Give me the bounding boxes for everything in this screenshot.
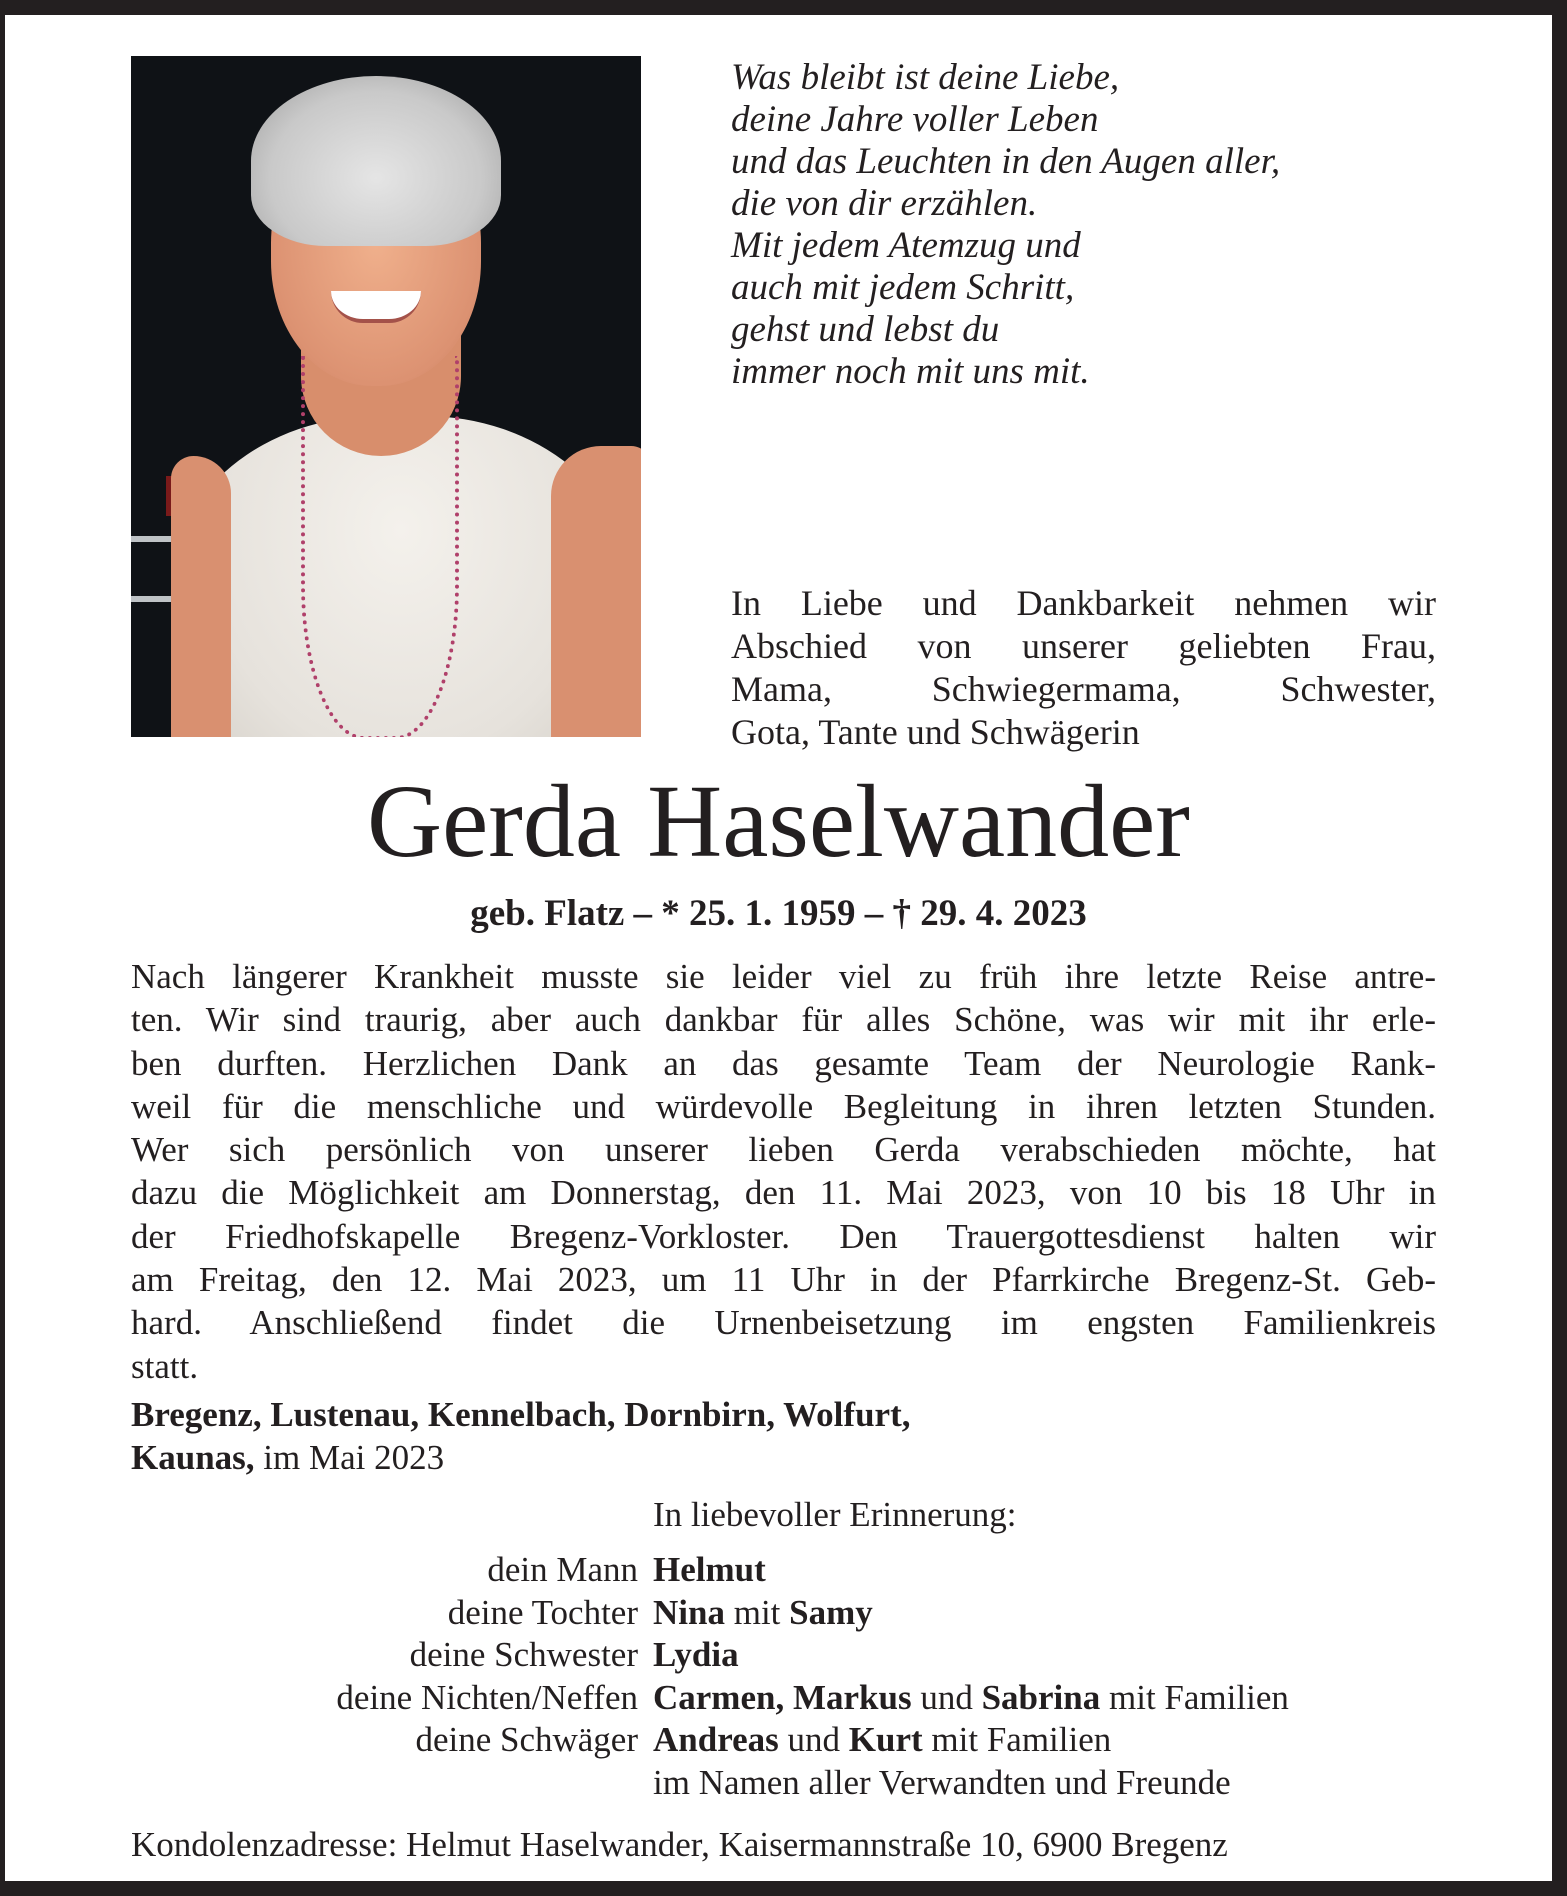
- family-row: [131, 1634, 1289, 1677]
- relation-label: deine Schwester: [409, 1635, 638, 1674]
- poem-line: die von dir erzählen.: [731, 183, 1038, 224]
- poem-line: und das Leuchten in den Augen aller,: [731, 141, 1281, 182]
- poem-line: gehst und lebst du: [731, 309, 1000, 350]
- family-connector: mit Familien: [1100, 1677, 1289, 1717]
- family-member-name: Carmen, Markus: [653, 1677, 912, 1717]
- intro-line: Gota, Tante und Schwägerin: [731, 712, 1140, 752]
- family-list: [131, 1549, 1289, 1804]
- family-names: [653, 1549, 766, 1592]
- family-row: [131, 1677, 1289, 1720]
- remembrance-heading: In liebevoller Erinnerung:: [653, 1495, 1017, 1534]
- life-dates: geb. Flatz – * 25. 1. 1959 – † 29. 4. 2023: [470, 893, 1087, 934]
- family-member-name: Lydia: [653, 1635, 739, 1674]
- body-line: ten. Wir sind traurig, aber auch dankbar für alles Schöne, was wir mit ihr erle-: [131, 1000, 1436, 1040]
- announcement-text: [131, 955, 1436, 1388]
- body-line: Nach längerer Krankheit musste sie leider viel zu früh ihre letzte Reise antre-: [131, 957, 1436, 996]
- family-member-name: Andreas: [653, 1720, 779, 1759]
- portrait-photo: [131, 56, 641, 737]
- poem-line: deine Jahre voller Leben: [731, 99, 1099, 140]
- relation-label: [131, 1762, 653, 1805]
- poem-line: auch mit jedem Schritt,: [731, 267, 1075, 308]
- body-line: dazu die Möglichkeit am Donnerstag, den 11. Mai 2023, von 10 bis 18 Uhr in: [131, 1173, 1436, 1213]
- family-row: [131, 1762, 1289, 1805]
- deceased-name: Gerda Haselwander: [367, 764, 1190, 879]
- family-names: [653, 1762, 1231, 1805]
- body-line: der Friedhofskapelle Bregenz-Vorkloster. Den Trauergottesdienst halten wir: [131, 1216, 1436, 1256]
- places-list: Bregenz, Lustenau, Kennelbach, Dornbirn, Wolfurt,: [131, 1395, 911, 1434]
- body-line: hard. Anschließend findet die Urnenbeisetzung im engsten Familienkreis: [131, 1303, 1436, 1343]
- body-line: am Freitag, den 12. Mai 2023, um 11 Uhr in der Pfarrkirche Bregenz-St. Geb-: [131, 1260, 1436, 1300]
- poem: [731, 57, 1280, 393]
- family-member-name: Kurt: [848, 1720, 923, 1759]
- poem-line: Mit jedem Atemzug und: [731, 225, 1081, 266]
- relation-label: deine Nichten/Neffen: [336, 1677, 638, 1717]
- places-line: [131, 1393, 910, 1479]
- poem-line: Was bleibt ist deine Liebe,: [731, 57, 1120, 98]
- body-line: ben durften. Herzlichen Dank an das gesamte Team der Neurologie Rank-: [131, 1043, 1436, 1083]
- family-names: [653, 1677, 1289, 1720]
- family-row: [131, 1592, 1289, 1635]
- family-connector: mit Familien: [922, 1720, 1112, 1759]
- obituary-page: [5, 15, 1552, 1881]
- date-line: im Mai 2023: [254, 1438, 445, 1477]
- relation-label: deine Tochter: [447, 1592, 638, 1632]
- family-names: [653, 1592, 873, 1635]
- family-member-name: Sabrina: [981, 1677, 1101, 1717]
- body-line: weil für die menschliche und würdevolle Begleitung in ihren letzten Stunden.: [131, 1086, 1436, 1126]
- intro-line: Mama, Schwiegermama, Schwester,: [731, 669, 1436, 709]
- family-member-name: Helmut: [653, 1550, 766, 1589]
- intro-line: Abschied von unserer geliebten Frau,: [731, 626, 1436, 666]
- family-row: [131, 1549, 1289, 1592]
- condolence-address: Kondolenzadresse: Helmut Haselwander, Kaisermannstraße 10, 6900 Bregenz: [131, 1825, 1228, 1864]
- family-connector: im Namen aller Verwandten und Freunde: [653, 1762, 1231, 1802]
- family-row: [131, 1719, 1289, 1762]
- body-line: statt.: [131, 1346, 199, 1386]
- relation-label: deine Schwäger: [415, 1720, 638, 1759]
- family-connector: mit: [724, 1592, 790, 1632]
- family-member-name: Nina: [653, 1592, 725, 1632]
- poem-line: immer noch mit uns mit.: [731, 351, 1090, 392]
- family-names: [653, 1719, 1111, 1762]
- intro-text: [731, 582, 1436, 754]
- family-connector: und: [911, 1677, 982, 1717]
- places-list-cont: Kaunas,: [131, 1438, 255, 1477]
- intro-line: In Liebe und Dankbarkeit nehmen wir: [731, 583, 1436, 623]
- relation-label: dein Mann: [487, 1550, 638, 1589]
- family-names: [653, 1634, 739, 1677]
- body-line: Wer sich persönlich von unserer lieben Gerda verabschieden möchte, hat: [131, 1130, 1436, 1170]
- family-member-name: Samy: [789, 1592, 873, 1632]
- family-connector: und: [778, 1720, 849, 1759]
